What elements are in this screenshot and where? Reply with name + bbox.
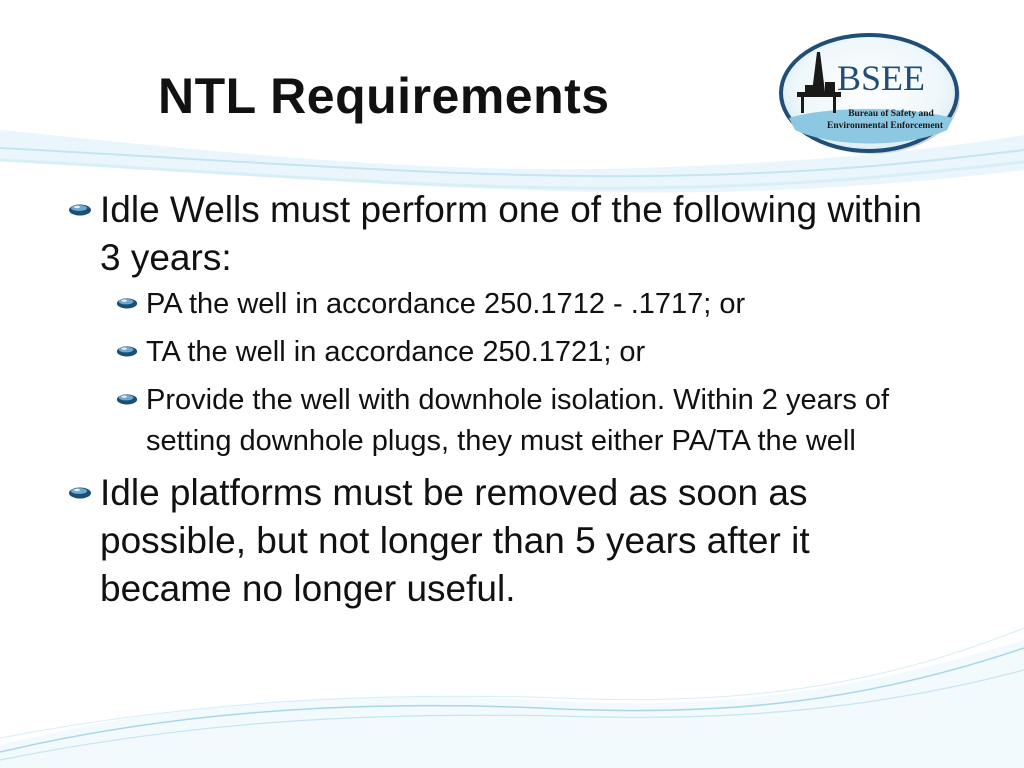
logo-line-2: Environmental Enforcement <box>826 121 944 131</box>
bsee-logo <box>777 32 965 158</box>
bullet-text: Idle platforms must be removed as soon as possible, but not longer than 5 years after it became no longer useful. <box>100 472 810 609</box>
slide-title: NTL Requirements <box>158 68 610 124</box>
bullet-item <box>66 186 946 462</box>
sub-bullet-text: Provide the well with downhole isolation. Within 2 years of setting downhole plugs, they must either PA/TA the well <box>146 384 890 457</box>
bullet-text: Idle Wells must perform one of the following within 3 years: <box>100 189 922 278</box>
sub-bullet-item <box>100 284 916 325</box>
logo-acronym: BSEE <box>837 58 926 98</box>
bullet-list <box>66 186 946 615</box>
bullet-marker-icon <box>116 345 138 357</box>
bullet-marker-icon <box>116 297 138 309</box>
sub-bullet-list <box>100 284 946 462</box>
sub-bullet-item <box>100 332 916 373</box>
bullet-item <box>66 469 946 613</box>
sub-bullet-text: TA the well in accordance 250.1721; or <box>146 336 646 368</box>
bullet-marker-icon <box>68 203 92 216</box>
logo-line-1: Bureau of Safety and <box>848 109 934 119</box>
bullet-marker-icon <box>116 393 138 405</box>
sub-bullet-item <box>100 380 916 462</box>
sub-bullet-text: PA the well in accordance 250.1712 - .1717; or <box>146 288 746 320</box>
bullet-marker-icon <box>68 486 92 499</box>
